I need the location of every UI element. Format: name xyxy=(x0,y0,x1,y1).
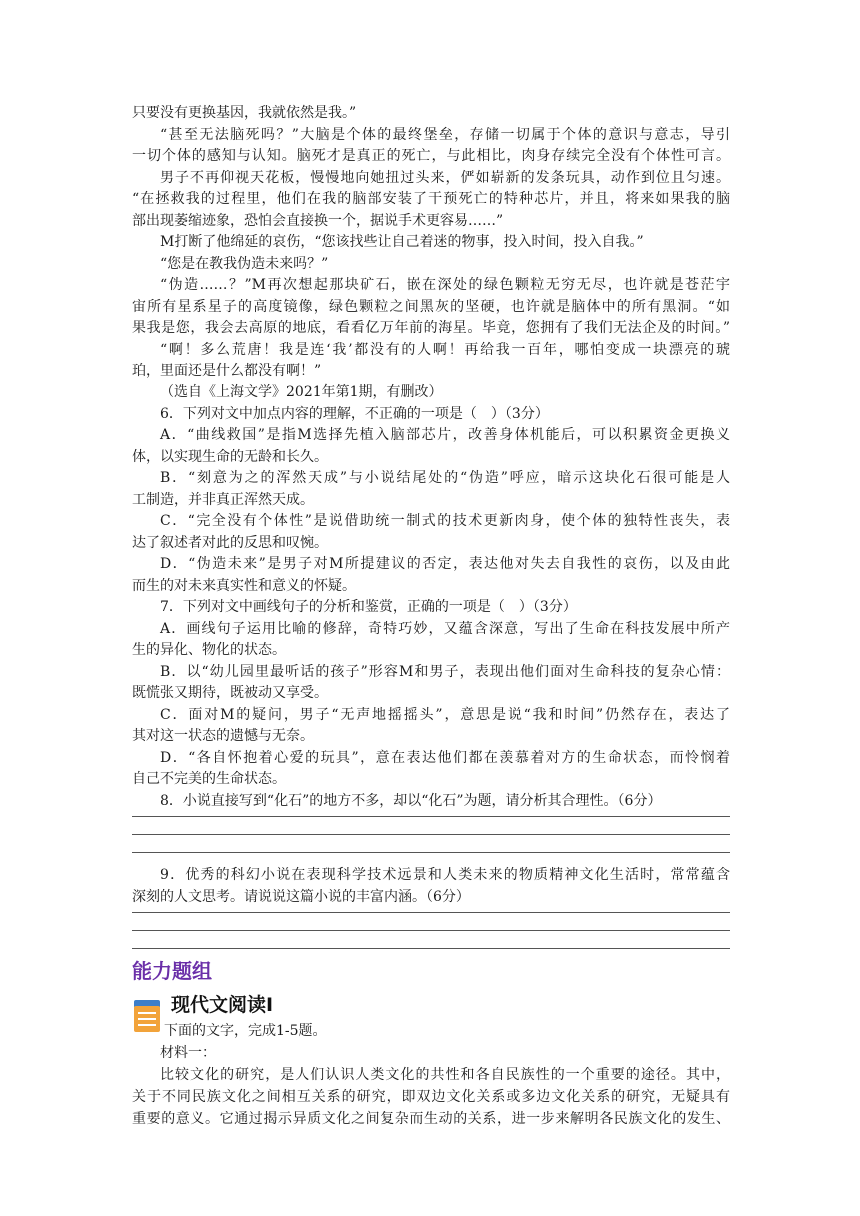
option-line: B．“刻意为之的浑然天成”与小说结尾处的“伪造”呼应，暗示这块化石很可能是人 xyxy=(160,470,730,486)
notebook-icon xyxy=(132,998,162,1034)
story-line: “啊！多么荒唐！我是连‘我’都没有的人啊！再给我一百年，哪怕变成一块漂亮的琥 xyxy=(160,342,730,358)
subsection-title: 现代文阅读Ⅰ xyxy=(171,994,274,1016)
story-line: “您是在教我伪造未来吗？” xyxy=(160,256,329,272)
story-line: 宙所有星系星子的高度镜像，绿色颗粒之间黑灰的坚硬，也许就是脑体中的所有黑洞。“如 xyxy=(132,299,730,315)
option-line: 自己不完美的生命状态。 xyxy=(132,771,286,787)
option-line: D．“伪造未来”是男子对M所提建议的否定，表达他对失去自我性的哀伤，以及由此 xyxy=(160,556,730,572)
source-citation: （选自《上海文学》2021年第1期，有删改） xyxy=(160,384,443,400)
story-line: “甚至无法脑死吗？”大脑是个体的最终堡垒，存储一切属于个体的意识与意志，导引 xyxy=(160,127,730,143)
option-line: A．画线句子运用比喻的修辞，奇特巧妙，又蕴含深意，写出了生命在科技发展中所产 xyxy=(160,621,730,637)
option-line: 既慌张又期待，既被动又享受。 xyxy=(132,685,328,701)
story-line: 果我是您，我会去高原的地底，看看亿万年前的海星。毕竟，您拥有了我们无法企及的时间。” xyxy=(132,320,730,336)
reading-line: 重要的意义。它通过揭示异质文化之间复杂而生动的关系，进一步来解明各民族文化的发生、 xyxy=(132,1111,730,1127)
option-line: 而生的对未来真实性和意义的怀疑。 xyxy=(132,578,356,594)
answer-line[interactable] xyxy=(132,948,730,949)
option-line: A．“曲线救国”是指M选择先植入脑部芯片，改善身体机能后，可以积累资金更换义 xyxy=(160,427,730,443)
story-line: 部出现萎缩迹象，恐怕会直接换一个，据说手术更容易……” xyxy=(132,213,504,229)
story-line: 一切个体的感知与认知。脑死才是真正的死亡，与此相比，肉身存续完全没有个体性可言。 xyxy=(132,148,730,164)
question-7: 7．下列对文中画线句子的分析和鉴赏，正确的一项是（ ）（3分） xyxy=(160,599,577,615)
story-line: “在拯救我的过程里，他们在我的脑部安装了干预死亡的特种芯片，并且，将来如果我的脑 xyxy=(132,191,730,207)
question-8: 8．小说直接写到“化石”的地方不多，却以“化石”为题，请分析其合理性。（6分） xyxy=(160,793,662,809)
option-line: 生的异化、物化的状态。 xyxy=(132,642,286,658)
material-label: 材料一： xyxy=(160,1045,216,1061)
option-line: B．以“幼儿园里最听话的孩子”形容M和男子，表现出他们面对生命科技的复杂心情： xyxy=(160,664,730,680)
option-line: 工制造，并非真正浑然天成。 xyxy=(132,492,314,508)
answer-line[interactable] xyxy=(132,930,730,931)
story-line: 男子不再仰视天花板，慢慢地向她扭过头来，俨如崭新的发条玩具，动作到位且匀速。 xyxy=(160,170,730,186)
option-line: C．面对M的疑问，男子“无声地摇摇头”，意思是说“我和时间”仍然存在，表达了 xyxy=(160,707,730,723)
answer-line[interactable] xyxy=(132,834,730,835)
story-line: 只要没有更换基因，我就依然是我。” xyxy=(132,105,357,121)
option-line: C．“完全没有个体性”是说借助统一制式的技术更新肉身，使个体的独特性丧失，表 xyxy=(160,513,730,529)
reading-line: 关于不同民族文化之间相互关系的研究，即双边文化关系或多边文化关系的研究，无疑具有 xyxy=(132,1089,730,1105)
reading-line: 比较文化的研究，是人们认识人类文化的共性和各自民族性的一个重要的途径。其中， xyxy=(160,1067,730,1083)
reading-instruction: 下面的文字，完成1-5题。 xyxy=(164,1023,327,1039)
story-line: M打断了他绵延的哀伤，“您该找些让自己着迷的物事，投入时间，投入自我。” xyxy=(160,234,644,250)
story-line: 珀，里面还是什么都没有啊！” xyxy=(132,363,322,379)
question-6: 6．下列对文中加点内容的理解，不正确的一项是（ ）（3分） xyxy=(160,406,549,422)
answer-line[interactable] xyxy=(132,852,730,853)
option-line: 体，以实现生命的无龄和长久。 xyxy=(132,449,328,465)
question-9-cont: 深刻的人文思考。请说说这篇小说的丰富内涵。（6分） xyxy=(132,889,470,905)
story-line: “伪造……？”M再次想起那块矿石，嵌在深处的绿色颗粒无穷无尽，也许就是苍茫宇 xyxy=(160,277,730,293)
option-line: D．“各自怀抱着心爱的玩具”，意在表达他们都在羡慕着对方的生命状态，而怜悯着 xyxy=(160,750,730,766)
option-line: 达了叙述者对此的反思和叹惋。 xyxy=(132,535,328,551)
option-line: 其对这一状态的遗憾与无奈。 xyxy=(132,728,314,744)
section-title: 能力题组 xyxy=(132,959,212,983)
answer-line[interactable] xyxy=(132,912,730,913)
answer-line[interactable] xyxy=(132,816,730,817)
question-9: 9．优秀的科幻小说在表现科学技术远景和人类未来的物质精神文化生活时，常常蕴含 xyxy=(160,867,730,883)
